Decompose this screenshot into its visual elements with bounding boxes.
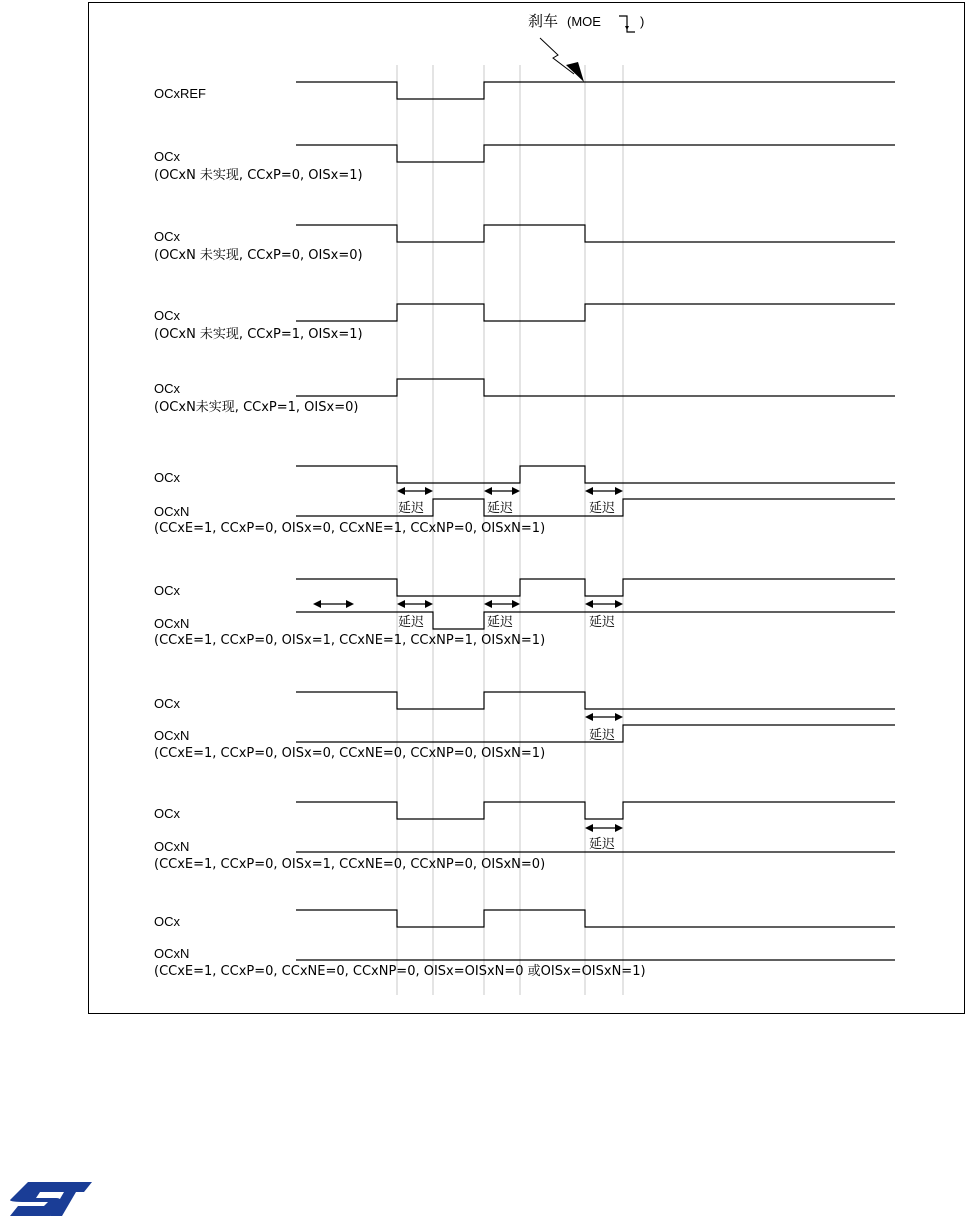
ocx-waveform [296,802,895,819]
brake-annotation [528,12,644,82]
row-label: OCx [154,308,180,323]
delay-label: 延迟 [487,615,514,630]
row-config: (OCxN 未实现, CCxP=1, OISx=1) [154,327,363,342]
row-label-ocx: OCx [154,583,180,598]
st-logo [10,1182,92,1227]
row-label-ocx: OCx [154,470,180,485]
row-config: (CCxE=1, CCxP=0, OISx=0, CCxNE=0, CCxNP=0, OISxN=1) [154,746,546,761]
row-config: (OCxN未实现, CCxP=1, OISx=0) [154,400,359,415]
row-1 [154,145,895,183]
row-config: (CCxE=1, CCxP=0, CCxNE=0, CCxNP=0, OISx=OISxN=0 或OISx=OISxN=1) [154,964,646,979]
row-7 [154,692,895,761]
row-3 [154,304,895,342]
row-2 [154,225,895,263]
delay-label: 延迟 [589,728,616,743]
ocx-waveform [296,466,895,483]
row-config: (OCxN 未实现, CCxP=0, OISx=1) [154,168,363,183]
ocx-waveform [296,145,895,162]
row-ocxref [154,82,895,101]
row-config: (CCxE=1, CCxP=0, OISx=1, CCxNE=1, CCxNP=1, OISxN=1) [154,633,546,648]
row-label: OCx [154,229,180,244]
brake-lightning-icon [540,38,574,74]
ocxref-waveform [296,82,895,99]
row-config: (CCxE=1, CCxP=0, OISx=0, CCxNE=1, CCxNP=0, OISxN=1) [154,521,546,536]
row-label: OCxREF [154,86,206,101]
delay-label: 延迟 [398,501,425,516]
row-label-ocxn: OCxN [154,839,190,854]
delay-label: 延迟 [589,615,616,630]
row-label-ocx: OCx [154,696,180,711]
row-5 [154,466,895,536]
ocx-waveform [296,379,895,396]
brake-arrow-icon [566,62,584,82]
ocx-waveform [296,304,895,321]
row-6 [154,579,895,648]
row-config: (OCxN 未实现, CCxP=0, OISx=0) [154,248,363,263]
ocx-waveform [296,579,895,596]
delay-label: 延迟 [398,615,425,630]
row-config: (CCxE=1, CCxP=0, OISx=1, CCxNE=0, CCxNP=0, OISxN=0) [154,857,546,872]
row-label-ocx: OCx [154,806,180,821]
row-9 [154,910,895,979]
ocx-waveform [296,225,895,242]
delay-label: 延迟 [487,501,514,516]
brake-label: 刹车 [528,12,559,30]
row-label-ocxn: OCxN [154,946,190,961]
delay-label: 延迟 [589,501,616,516]
brake-paren-close: ) [640,14,645,29]
row-label-ocxn: OCxN [154,616,190,631]
brake-moe-label: (MOE [567,14,601,29]
row-label-ocx: OCx [154,914,180,929]
row-label-ocxn: OCxN [154,504,190,519]
moe-edge-arrow-icon [625,26,629,30]
ocx-waveform [296,910,895,927]
row-label: OCx [154,149,180,164]
row-4 [154,379,895,415]
row-label: OCx [154,381,180,396]
delay-label: 延迟 [589,837,616,852]
row-8 [154,802,895,872]
ocx-waveform [296,692,895,709]
row-label-ocxn: OCxN [154,728,190,743]
